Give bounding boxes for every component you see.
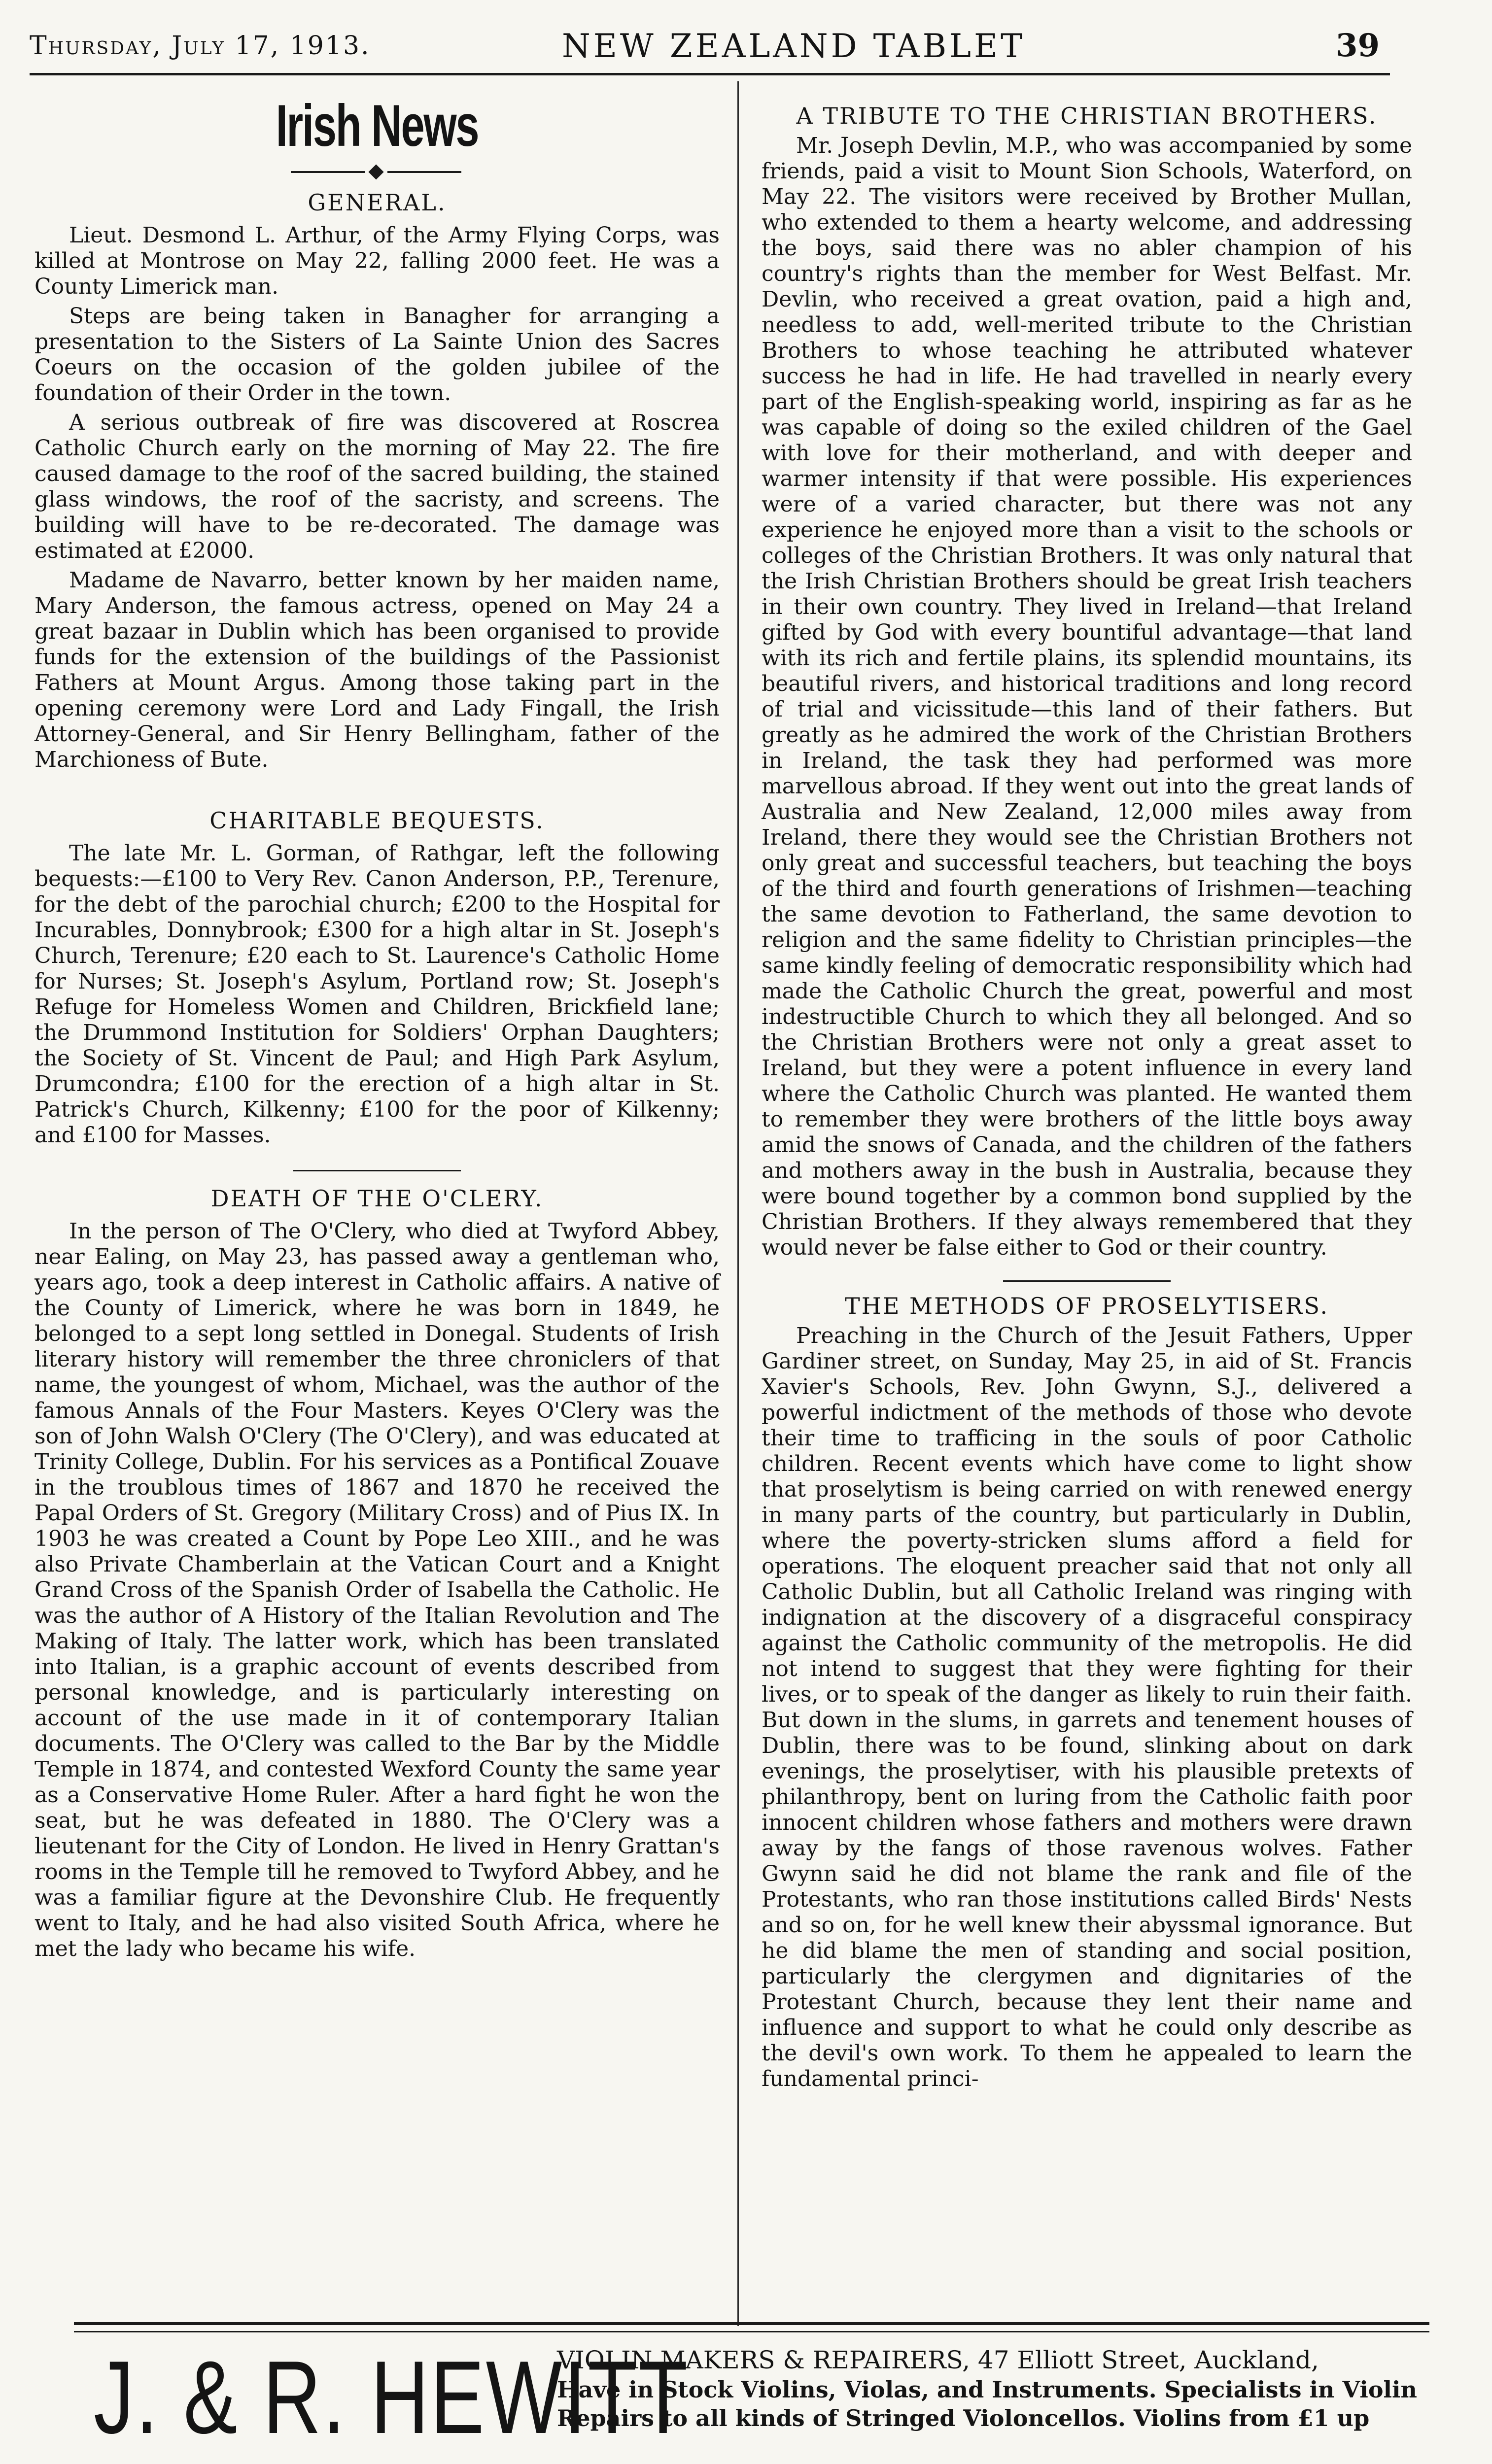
- column-divider: [737, 81, 739, 2326]
- advert-rule-top: [74, 2322, 1429, 2325]
- right-column: [762, 84, 1412, 2092]
- ornament-line-left: [291, 171, 365, 173]
- advert-line-business: VIOLIN MAKERS & REPAIRERS, 47 Elliott Street, Auckland,: [557, 2346, 1319, 2374]
- article-paragraph: A serious outbreak of fire was discovered at Roscrea Catholic Church early on the morning of May 22. The fire caused damage to the roof of the sacred building, the stained glass windows, the roof of the sacristy, and screens. The building will have to be re-decorated. The damage was estimated at £2000.: [35, 410, 720, 563]
- masthead: NEW ZEALAND TABLET: [562, 27, 1026, 65]
- page-number: 39: [1336, 27, 1380, 64]
- heading-charitable-bequests: CHARITABLE BEQUESTS.: [209, 807, 545, 834]
- article-paragraph: Preaching in the Church of the Jesuit Fathers, Upper Gardiner street, on Sunday, May 25, in aid of St. Francis Xavier's Schools, Rev. John Gwynn, S.J., delivered a powerful indictment of the methods of those who devote their time to trafficing in the souls of poor Catholic children. Recent events which have come to light show that proselytism is being carried on with renewed energy in many parts of the country, but particularly in Dublin, where the poverty-stricken slums afford a field for operations. The eloquent preacher said that not only all Catholic Dublin, but all Catholic Ireland was ringing with indignation at the discovery of a disgraceful conspiracy against the Catholic community of the metropolis. He did not intend to suggest that they were fighting for their lives, or to speak of the danger as likely to ruin their faith. But down in the slums, in garrets and tenement houses of Dublin, there was to be found, slinking about on dark evenings, the proselytiser, with his plausible pretexts of philanthropy, bent on luring from the Catholic faith poor innocent children whose fathers and mothers were drawn away by the fangs of those ravenous wolves. Father Gwynn said he did not blame the rank and file of the Protestants, who ran those institutions called Birds' Nests and so on, for he well knew their abyssmal ignorance. But he did blame the men of standing and social position, particularly the clergymen and dignitaries of the Protestant Church, because they lent their name and influence and support to what he could only describe as the devil's own work. To them he appealed to learn the fundamental princi-: [762, 1323, 1412, 2091]
- advert-line-repairs: Repairs to all kinds of Stringed Violoncellos. Violins from £1 up: [557, 2405, 1370, 2431]
- ornament-diamond: [368, 164, 383, 179]
- article-paragraph: In the person of The O'Clery, who died at Twyford Abbey, near Ealing, on May 23, has passed away a gentleman who, years ago, took a deep interest in Catholic affairs. A native of the County of Limerick, where he was born in 1849, he belonged to a sept long settled in Donegal. Students of Irish literary history will remember the three chroniclers of that name, the youngest of whom, Michael, was the author of the famous Annals of the Four Masters. Keyes O'Clery was the son of John Walsh O'Clery (The O'Clery), and was educated at Trinity College, Dublin. For his services as a Pontifical Zouave in the troublous times of 1867 and 1870 he received the Papal Orders of St. Gregory (Military Cross) and of Pius IX. In 1903 he was created a Count by Pope Leo XIII., and he was also Private Chamberlain at the Vatican Court and a Knight Grand Cross of the Spanish Order of Isabella the Catholic. He was the author of A History of the Italian Revolution and The Making of Italy. The latter work, which has been translated into Italian, is a graphic account of events described from personal knowledge, and is particularly interesting on account of the use made in it of contemporary Italian documents. The O'Clery was called to the Bar by the Middle Temple in 1874, and contested Wexford County the same year as a Conservative Home Ruler. After a hard fight he won the seat, but he was defeated in 1880. The O'Clery was a lieutenant for the City of London. He lived in Henry Grattan's rooms in the Temple till he removed to Twyford Abbey, and he was a familiar figure at the Devonshire Club. He frequently went to Italy, and he had also visited South Africa, where he met the lady who became his wife.: [35, 1219, 720, 1961]
- article-paragraph: The late Mr. L. Gorman, of Rathgar, left the following bequests:—£100 to Very Rev. Canon Anderson, P.P., Terenure, for the debt of the parochial church; £200 to the Hospital for Incurables, Donnybrook; £300 for a high altar in St. Joseph's Church, Terenure; £20 each to St. Laurence's Catholic Home for Nurses; St. Joseph's Asylum, Portland row; St. Joseph's Refuge for Homeless Women and Children, Brickfield lane; the Drummond Institution for Soldiers' Orphan Daughters; the Society of St. Vincent de Paul; and High Park Asylum, Drumcondra; £100 for the erection of a high altar in St. Patrick's Church, Kilkenny; £100 for the poor of Kilkenny; and £100 for Masses.: [35, 841, 720, 1148]
- article-paragraph: Madame de Navarro, better known by her maiden name, Mary Anderson, the famous actress, opened on May 24 a great bazaar in Dublin which has been organised to provide funds for the extension of the buildings of the Passionist Fathers at Mount Argus. Among those taking part in the opening ceremony were Lord and Lady Fingall, the Irish Attorney-General, and Sir Henry Bellingham, father of the Marchioness of Bute.: [35, 568, 720, 772]
- heading-tribute-christian-brothers: A TRIBUTE TO THE CHRISTIAN BROTHERS.: [796, 103, 1378, 129]
- ornament-line-right: [387, 171, 461, 173]
- heading-methods-of-proselytisers: THE METHODS OF PROSELYTISERS.: [845, 1293, 1329, 1319]
- article-paragraph: Lieut. Desmond L. Arthur, of the Army Flying Corps, was killed at Montrose on May 22, falling 2000 feet. He was a County Limerick man.: [35, 223, 720, 299]
- article-paragraph: Mr. Joseph Devlin, M.P., who was accompanied by some friends, paid a visit to Mount Sion Schools, Waterford, on May 22. The visitors were received by Brother Mullan, who extended to them a hearty welcome, and addressing the boys, said there was no abler champion of his country's rights than the member for West Belfast. Mr. Devlin, who received a great ovation, paid a high and, needless to add, well-merited tribute to the Christian Brothers to whose teaching he attributed whatever success he had in life. He had travelled in nearly every part of the English-speaking world, inspiring as far as he was capable of doing so the exiled children of the Gael with love for their motherland, and with deeper and warmer intensity if that were possible. His experiences were of a varied character, but there was not any experience he enjoyed more than a visit to the schools or colleges of the Christian Brothers. It was only natural that the Irish Christian Brothers should be great Irish teachers in their own country. They lived in Ireland—that Ireland gifted by God with every bountiful advantage—that land with its rich and fertile plains, its splendid mountains, its beautiful rivers, and historical traditions and long record of trial and vicissitude—this land of their fathers. But greatly as he admired the work of the Christian Brothers in Ireland, the task they had performed was more marvellous abroad. If they went out into the great lands of Australia and New Zealand, 12,000 miles away from Ireland, there they would see the Christian Brothers not only great and successful teachers, but teaching the boys of the third and fourth generations of Irishmen—teaching the same devotion to Fatherland, the same devotion to religion and the same fidelity to Christian principles—the same kindly feeling of democratic responsibility which had made the Catholic Church the great, powerful and most indestructible Church to which they all belonged. And so the Christian Brothers were not only a great asset to Ireland, but they were a potent influence in every land where the Catholic Church was planted. He wanted them to remember they were brothers of the little boys away amid the snows of Canada, and the children of the fathers and mothers away in the bush in Australia, because they were bound together by a common bond supplied by the Christian Brothers. If they always remembered that they would never be false either to God or their country.: [762, 133, 1412, 1260]
- advert-line-stock: Have in Stock Violins, Violas, and Instruments. Specialists in Violin: [557, 2376, 1417, 2403]
- section-title-irish-news: Irish News: [276, 93, 479, 159]
- ornament-divider: [35, 165, 720, 179]
- heading-general: GENERAL.: [308, 189, 447, 216]
- article-paragraph: Steps are being taken in Banagher for arranging a presentation to the Sisters of La Sainte Union des Sacres Coeurs on the occasion of the golden jubilee of the foundation of their Order in the town.: [35, 304, 720, 406]
- advert-text: [557, 2345, 1424, 2432]
- left-column: [35, 84, 720, 1962]
- issue-date: Thursday, July 17, 1913.: [30, 31, 371, 61]
- advert-rule-bottom: [74, 2331, 1429, 2332]
- advert-logo: J. & R. HEWITT: [94, 2339, 690, 2455]
- page-header: [30, 27, 1390, 71]
- hewitt-advertisement: [74, 2341, 1429, 2464]
- header-rule: [30, 73, 1390, 75]
- heading-death-of-oclery: DEATH OF THE O'CLERY.: [210, 1185, 544, 1212]
